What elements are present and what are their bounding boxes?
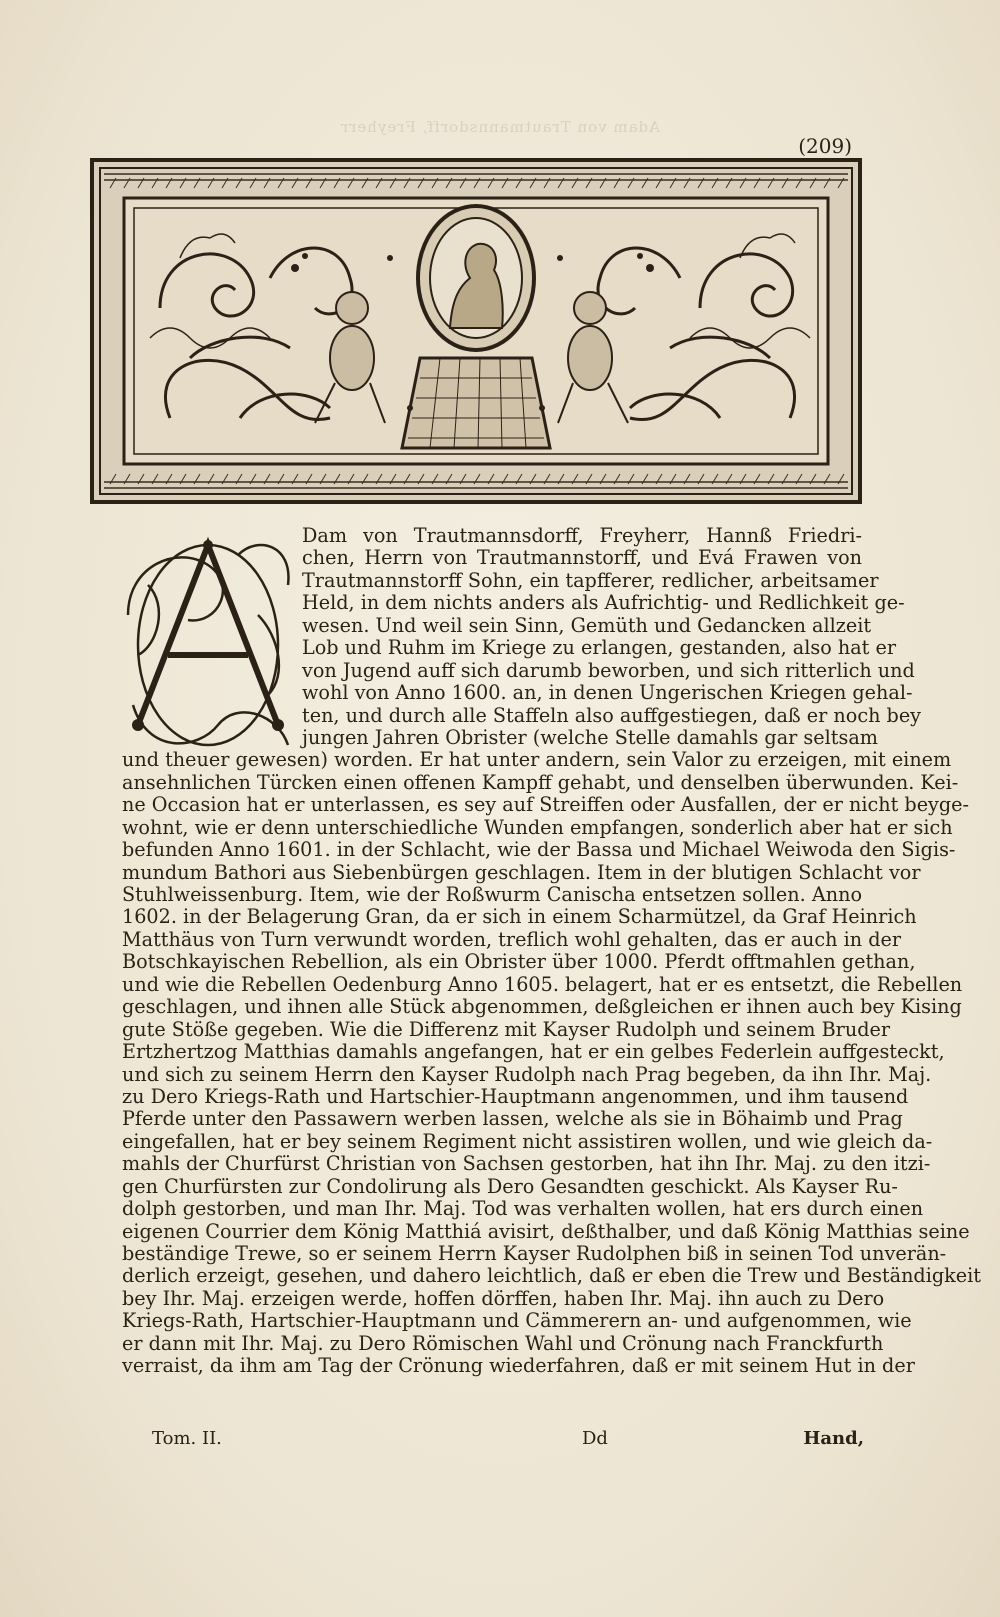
text-line: und theuer gewesen) worden. Er hat unter andern, sein Valor zu erzeigen, mit einem [122, 748, 952, 772]
text-line: eingefallen, hat er bey seinem Regiment nicht assistiren wollen, und wie gleich da- [122, 1129, 933, 1153]
text-line: und sich zu seinem Herrn den Kayser Rudolph nach Prag begeben, da ihn Ihr. Maj. [122, 1062, 932, 1086]
text-line: mundum Bathori aus Siebenbürgen geschlagen. Item in der blutigen Schlacht vor [122, 860, 921, 884]
text-line: befunden Anno 1601. in der Schlacht, wie der Bassa und Michael Weiwoda den Sigis- [122, 838, 956, 862]
text-line: gen Churfürsten zur Condolirung als Dero Gesandten geschickt. Als Kayser Ru- [122, 1174, 898, 1198]
text-line: gute Stöße gegeben. Wie die Differenz mit Kayser Rudolph und seinem Bruder [122, 1017, 891, 1041]
signature-mark: Dd [582, 1428, 608, 1449]
text-line: bey Ihr. Maj. erzeigen werde, hoffen dörffen, haben Ihr. Maj. ihn auch zu Dero [122, 1286, 885, 1310]
ornamental-headpiece-icon [90, 158, 862, 504]
text-line: er dann mit Ihr. Maj. zu Dero Römischen Wahl und Crönung nach Franckfurth [122, 1331, 884, 1355]
text-line: und wie die Rebellen Oedenburg Anno 1605. belagert, hat er es entsetzt, die Rebellen [122, 972, 963, 996]
text-line: wohl von Anno 1600. an, in denen Ungerischen Kriegen gehal- [302, 681, 913, 705]
text-line: derlich erzeigt, gesehen, und dahero leichtlich, daß er eben die Trew und Beständigkeit [122, 1264, 981, 1288]
text-line: Botschkayischen Rebellion, als ein Obrister über 1000. Pferdt offtmahlen gethan, [122, 950, 916, 974]
page-footer [152, 1428, 864, 1452]
text-line: dolph gestorben, und man Ihr. Maj. Tod was verhalten wollen, hat ers durch einen [122, 1197, 924, 1221]
text-line: Trautmannstorff Sohn, ein tapfferer, redlicher, arbeitsamer [302, 568, 879, 592]
text-line: Ertzhertzog Matthias damahls angefangen, hat er ein gelbes Federlein auffgesteckt, [122, 1040, 945, 1064]
text-line: Pferde unter den Passawern werben lassen, welche als sie in Böhaimb und Prag [122, 1107, 903, 1131]
text-line: ne Occasion hat er unterlassen, es sey auf Streiffen oder Ausfallen, der er nicht beyge- [122, 793, 970, 817]
text-line: wohnt, wie er denn unterschiedliche Wunden empfangen, sonderlich aber hat er sich [122, 815, 953, 839]
text-line: Stuhlweissenburg. Item, wie der Roßwurm Canischa entsetzen sollen. Anno [122, 883, 862, 906]
text-line: chen, Herrn von Trautmannstorff, und Evá Frawen von [302, 546, 862, 570]
show-through-text: Adam von Trautmannsdorff, Freyherr [340, 118, 661, 136]
text-line: Kriegs-Rath, Hartschier-Hauptmann und Cämmerern an- und aufgenommen, wie [122, 1309, 912, 1333]
text-line: Dam von Trautmannsdorff, Freyherr, Hannß Friedri- [302, 524, 862, 547]
text-line: eigenen Courrier dem König Matthiá avisirt, deßthalber, und daß König Matthias seine [122, 1219, 970, 1243]
text-line: beständige Trewe, so er seinem Herrn Kayser Rudolphen biß in seinen Tod unverän- [122, 1242, 947, 1265]
text-line: ansehnlichen Türcken einen offenen Kampff gehabt, und denselben überwunden. Kei- [122, 770, 959, 794]
text-line: jungen Jahren Obrister (welche Stelle damahls gar seltsam [302, 725, 878, 749]
text-line: Held, in dem nichts anders als Aufrichtig- und Redlichkeit ge- [302, 591, 905, 615]
text-line: geschlagen, und ihnen alle Stück abgenommen, deßgleichen er ihnen auch bey Kising [122, 995, 962, 1019]
page-number: (209) [798, 134, 852, 158]
text-line: zu Dero Kriegs-Rath und Hartschier-Hauptmann angenommen, und ihm tausend [122, 1084, 909, 1108]
body-text [122, 524, 981, 1378]
text-line: 1602. in der Belagerung Gran, da er sich in einem Scharmützel, da Graf Heinrich [122, 905, 917, 929]
text-line: wesen. Und weil sein Sinn, Gemüth und Gedancken allzeit [302, 613, 872, 637]
text-line: mahls der Churfürst Christian von Sachsen gestorben, hat ihn Ihr. Maj. zu den itzi- [122, 1152, 931, 1176]
text-line: Lob und Ruhm im Kriege zu erlangen, gestanden, also hat er [302, 636, 897, 660]
volume-label: Tom. II. [152, 1428, 222, 1449]
text-line: Matthäus von Turn verwundt worden, treflich wohl gehalten, das er auch in der [122, 927, 902, 951]
text-line: von Jugend auff sich darumb beworben, und sich ritterlich und [302, 658, 915, 682]
text-line: ten, und durch alle Staffeln also auffgestiegen, daß er noch bey [302, 703, 922, 727]
text-line: verraist, da ihm am Tag der Crönung wiederfahren, daß er mit seinem Hut in der [122, 1354, 915, 1378]
catchword: Hand, [803, 1428, 864, 1449]
